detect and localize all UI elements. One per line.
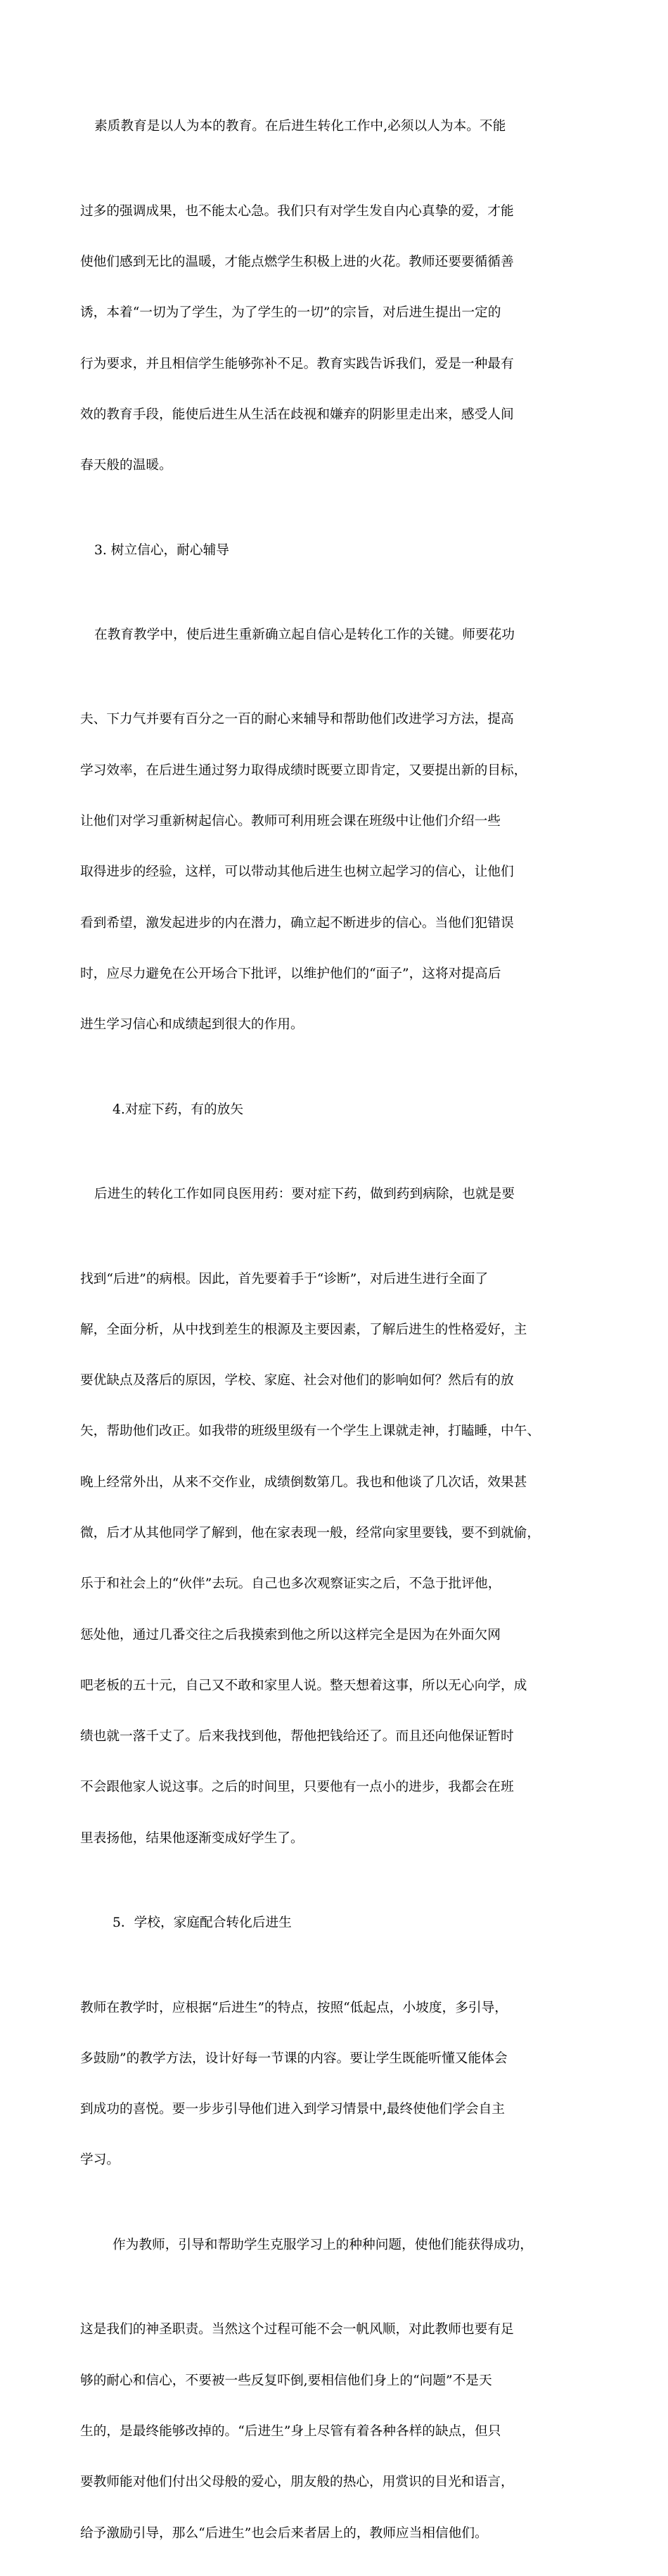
text-line: 解，全面分析，从中找到差生的根源及主要因素，了解后进生的性格爱好，主 xyxy=(80,1322,527,1337)
text-line: 取得进步的经验，这样，可以带动其他后进生也树立起学习的信心，让他们 xyxy=(80,865,514,880)
text-line: 效的教育手段，能使后进生从生活在歧视和嫌弃的阴影里走出来，感受人间 xyxy=(80,407,514,422)
paragraph-teacher-duty-cont xyxy=(80,2288,589,2576)
text-line: 绩也就一落千丈了。后来我找到他，帮他把钱给还了。而且还向他保证暂时 xyxy=(80,1729,514,1745)
text-line: 微，后才从其他同学了解到，他在家表现一般，经常向家里要钱，要不到就偷， xyxy=(80,1525,541,1541)
text-line: 惩处他，通过几番交往之后我摸索到他之所以这样完全是因为在外面欠网 xyxy=(80,1627,501,1643)
text-line: 夫、下力气并要有百分之一百的耐心来辅导和帮助他们改进学习方法，提高 xyxy=(80,712,514,727)
text-line: 进生学习信心和成绩起到很大的作用。 xyxy=(80,1017,304,1033)
text-line: 不会跟他家人说这事。之后的时间里，只要他有一点小的进步，我都会在班 xyxy=(80,1780,514,1795)
text-line: 使他们感到无比的温暖，才能点燃学生积极上进的火花。教师还要要循循善 xyxy=(80,254,514,269)
heading-text: 4.对症下药，有的放矢 xyxy=(113,1102,244,1117)
text-line: 多鼓励”的教学方法，设计好每一节课的内容。要让学生既能听懂又能体会 xyxy=(80,2051,508,2066)
paragraph-confidence-cont xyxy=(80,677,589,1067)
text-line: 要教师能对他们付出父母般的爱心，朋友般的热心，用赏识的目光和语言， xyxy=(80,2475,514,2490)
text-line: 给予激励引导，那么“后进生”也会后来者居上的，教师应当相信他们。 xyxy=(80,2525,488,2541)
paragraph-quality-education xyxy=(80,84,589,169)
text-line: 后进生的转化工作如同良医用药：要对症下药，做到药到病除，也就是要 xyxy=(94,1187,515,1202)
paragraph-targeted-treatment xyxy=(80,1152,589,1237)
section-heading-5 xyxy=(80,1881,589,1965)
paragraph-teaching-method xyxy=(80,1965,589,2202)
text-line: 这是我们的神圣职责。当然这个过程可能不会一帆风顺，对此教师也要有足 xyxy=(80,2322,514,2338)
text-line: 素质教育是以人为本的教育。在后进生转化工作中,必须以人为本。不能 xyxy=(94,119,506,134)
text-line: 找到“后进”的病根。因此，首先要着手于“诊断”，对后进生进行全面了 xyxy=(80,1271,489,1287)
text-line: 让他们对学习重新树起信心。教师可利用班会课在班级中让他们介绍一些 xyxy=(80,814,501,829)
text-line: 教师在教学时，应根据“后进生”的特点，按照“低起点，小坡度，多引导， xyxy=(80,2000,508,2015)
text-line: 矢，帮助他们改正。如我带的班级里级有一个学生上课就走神，打瞌睡，中午、 xyxy=(80,1424,541,1439)
text-line: 诱，本着“一切为了学生，为了学生的一切”的宗旨，对后进生提出一定的 xyxy=(80,305,501,321)
text-line: 吧老板的五十元，自己又不敢和家里人说。整天想着这事，所以无心向学，成 xyxy=(80,1678,527,1693)
heading-text: 3. 树立信心，耐心辅导 xyxy=(94,542,229,558)
text-line: 时，应尽力避免在公开场合下批评，以维护他们的“面子”，这将对提高后 xyxy=(80,966,501,981)
text-line: 到成功的喜悦。要一步步引导他们进入到学习情景中,最终使他们学会自主 xyxy=(80,2102,505,2117)
text-line: 行为要求，并且相信学生能够弥补不足。教育实践告诉我们，爱是一种最有 xyxy=(80,356,514,371)
text-line: 作为教师，引导和帮助学生克服学习上的种种问题，使他们能获得成功， xyxy=(113,2237,533,2252)
text-line: 生的，是最终能够改掉的。“后进生”身上尽管有着各种各样的缺点，但只 xyxy=(80,2423,501,2439)
text-line: 在教育教学中，使后进生重新确立起自信心是转化工作的关键。师要花功 xyxy=(94,627,515,642)
section-heading-4 xyxy=(80,1067,589,1152)
paragraph-targeted-treatment-cont xyxy=(80,1237,589,1881)
text-line: 要优缺点及落后的原因，学校、家庭、社会对他们的影响如何？然后有的放 xyxy=(80,1373,514,1389)
text-line: 看到希望，激发起进步的内在潜力，确立起不断进步的信心。当他们犯错误 xyxy=(80,915,514,931)
paragraph-confidence xyxy=(80,593,589,677)
heading-text: 5．学校，家庭配合转化后进生 xyxy=(113,1915,292,1931)
text-line: 学习。 xyxy=(80,2153,120,2168)
text-line: 春天般的温暖。 xyxy=(80,458,172,473)
section-heading-3 xyxy=(80,508,589,592)
document-page xyxy=(80,84,589,2576)
text-line: 晚上经常外出，从来不交作业，成绩倒数第几。我也和他谈了几次话，效果甚 xyxy=(80,1474,527,1490)
paragraph-quality-education-cont xyxy=(80,169,589,508)
text-line: 乐于和社会上的“伙伴”去玩。自己也多次观察证实之后，不急于批评他， xyxy=(80,1576,501,1592)
text-line: 过多的强调成果，也不能太心急。我们只有对学生发自内心真挚的爱，才能 xyxy=(80,203,514,219)
paragraph-teacher-duty xyxy=(80,2203,589,2288)
text-line: 里表扬他，结果他逐渐变成好学生了。 xyxy=(80,1830,304,1846)
text-line: 够的耐心和信心，不要被一些反复吓倒,要相信他们身上的“问题”不是天 xyxy=(80,2373,492,2388)
text-line: 学习效率，在后进生通过努力取得成绩时既要立即肯定，又要提出新的目标， xyxy=(80,763,527,778)
